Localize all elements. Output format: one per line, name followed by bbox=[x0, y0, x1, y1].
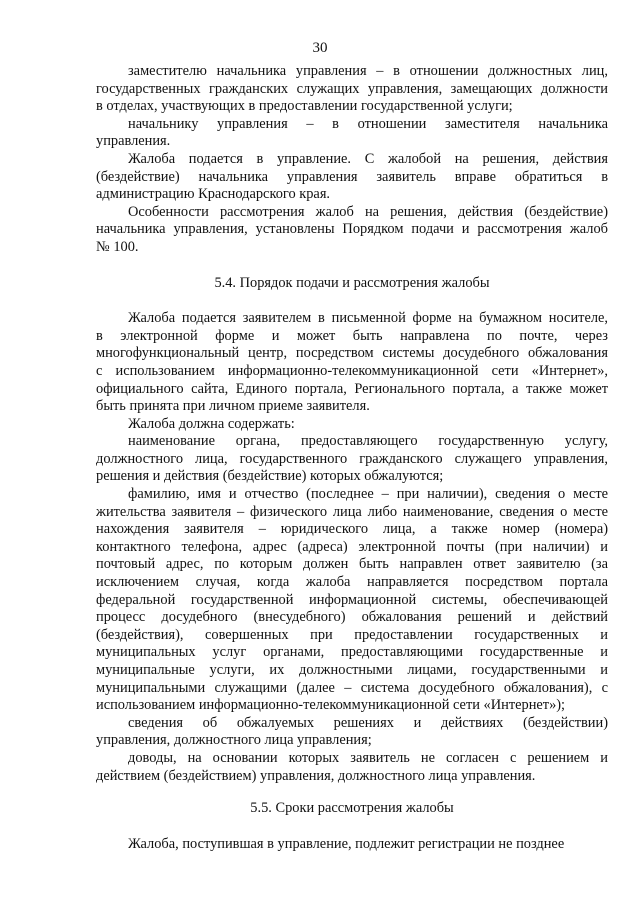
text-line: действием (бездействием) управления, должностного лица управления. bbox=[96, 767, 536, 784]
text-line: быть принята при личном приеме заявителя. bbox=[96, 398, 370, 415]
paragraph bbox=[96, 836, 608, 854]
text-line: начальнику управления – в отношении заместителя начальника bbox=[128, 115, 608, 132]
page-number: 30 bbox=[312, 40, 328, 56]
text-line: Жалоба подается заявителем в письменной форме на бумажном носителе, bbox=[128, 310, 608, 327]
section-5-4-body bbox=[96, 310, 608, 785]
text-line: (бездействие) начальника управления заявитель вправе обратиться в bbox=[96, 168, 608, 185]
text-line: процесс досудебного (внесудебного) обжалования решений и действий bbox=[96, 609, 608, 626]
section-intro bbox=[96, 63, 608, 257]
text-line: государственных гражданских служащих управления, замещающих должности bbox=[96, 80, 608, 97]
text-line: решения и действия (бездействие) которых обжалуются; bbox=[96, 468, 444, 485]
text-line: заместителю начальника управления – в отношении должностных лиц, bbox=[128, 63, 608, 79]
text-line: муниципальными служащими (далее – система досудебного обжалования), с bbox=[96, 679, 608, 696]
text-line: Особенности рассмотрения жалоб на решения, действия (бездействие) bbox=[128, 203, 608, 220]
paragraph bbox=[96, 310, 608, 416]
document-body bbox=[96, 63, 608, 853]
text-line: наименование органа, предоставляющего государственную услугу, bbox=[128, 433, 608, 450]
paragraph bbox=[96, 715, 608, 750]
text-line: муниципальных услуг органами, предоставляющими государственные и bbox=[96, 644, 608, 661]
text-line: администрацию Краснодарского края. bbox=[96, 186, 331, 203]
text-line: сведения об обжалуемых решениях и действиях (бездействии) bbox=[128, 714, 608, 731]
paragraph bbox=[96, 486, 608, 715]
section-heading-5-5: 5.5. Сроки рассмотрения жалобы bbox=[250, 800, 454, 817]
text-line: с использованием информационно-телекоммуникационной сети «Интернет», bbox=[96, 362, 608, 379]
text-line: управления, должностного лица управления; bbox=[96, 732, 372, 749]
text-line: многофункциональный центр, посредством системы досудебного обжалования bbox=[96, 345, 608, 362]
paragraph bbox=[96, 750, 608, 785]
text-line: жительства заявителя – физического лица либо наименование, сведения о месте bbox=[96, 503, 608, 520]
text-line: фамилию, имя и отчество (последнее – при наличии), сведения о месте bbox=[128, 486, 608, 503]
text-line: исключением случая, когда жалоба направляется посредством портала bbox=[96, 574, 608, 591]
paragraph bbox=[96, 204, 608, 257]
paragraph bbox=[96, 116, 608, 151]
text-line: (бездействия), совершенных при предоставлении государственных и bbox=[96, 626, 608, 643]
text-line: использованием информационно-телекоммуникационной сети «Интернет»); bbox=[96, 697, 566, 714]
section-heading-5-4: 5.4. Порядок подачи и рассмотрения жалобы bbox=[214, 274, 490, 291]
text-line: Жалоба, поступившая в управление, подлежит регистрации не позднее bbox=[128, 835, 565, 852]
paragraph bbox=[96, 63, 608, 116]
text-line: муниципальные услуги, их должностными лицами, государственными и bbox=[96, 662, 608, 678]
text-line: № 100. bbox=[96, 238, 139, 255]
paragraph bbox=[96, 416, 608, 434]
text-line: доводы, на основании которых заявитель не согласен с решением и bbox=[128, 749, 608, 766]
text-line: начальника управления, установлены Порядком подачи и рассмотрения жалоб bbox=[96, 221, 608, 238]
text-line: федеральной государственной информационной системы, обеспечивающей bbox=[96, 591, 608, 608]
text-line: в отделах, участвующих в предоставлении государственной услуги; bbox=[96, 98, 513, 115]
text-line: официального сайта, Единого портала, Регионального портала, а также может bbox=[96, 380, 608, 397]
text-line: в электронной форме и может быть направлена по почте, через bbox=[96, 327, 608, 344]
paragraph bbox=[96, 151, 608, 204]
section-5-5-body bbox=[96, 836, 608, 854]
text-line: нахождения заявителя – юридического лица, а также номер (номера) bbox=[96, 521, 608, 538]
text-line: Жалоба должна содержать: bbox=[128, 415, 295, 432]
text-line: почтовый адрес, по которым должен быть направлен ответ заявителю (за bbox=[96, 556, 608, 573]
text-line: Жалоба подается в управление. С жалобой на решения, действия bbox=[128, 150, 608, 167]
text-line: управления. bbox=[96, 133, 171, 150]
paragraph bbox=[96, 433, 608, 486]
text-line: контактного телефона, адрес (адреса) электронной почты (при наличии) и bbox=[96, 538, 608, 555]
text-line: должностного лица, государственного гражданского служащего управления, bbox=[96, 450, 608, 467]
